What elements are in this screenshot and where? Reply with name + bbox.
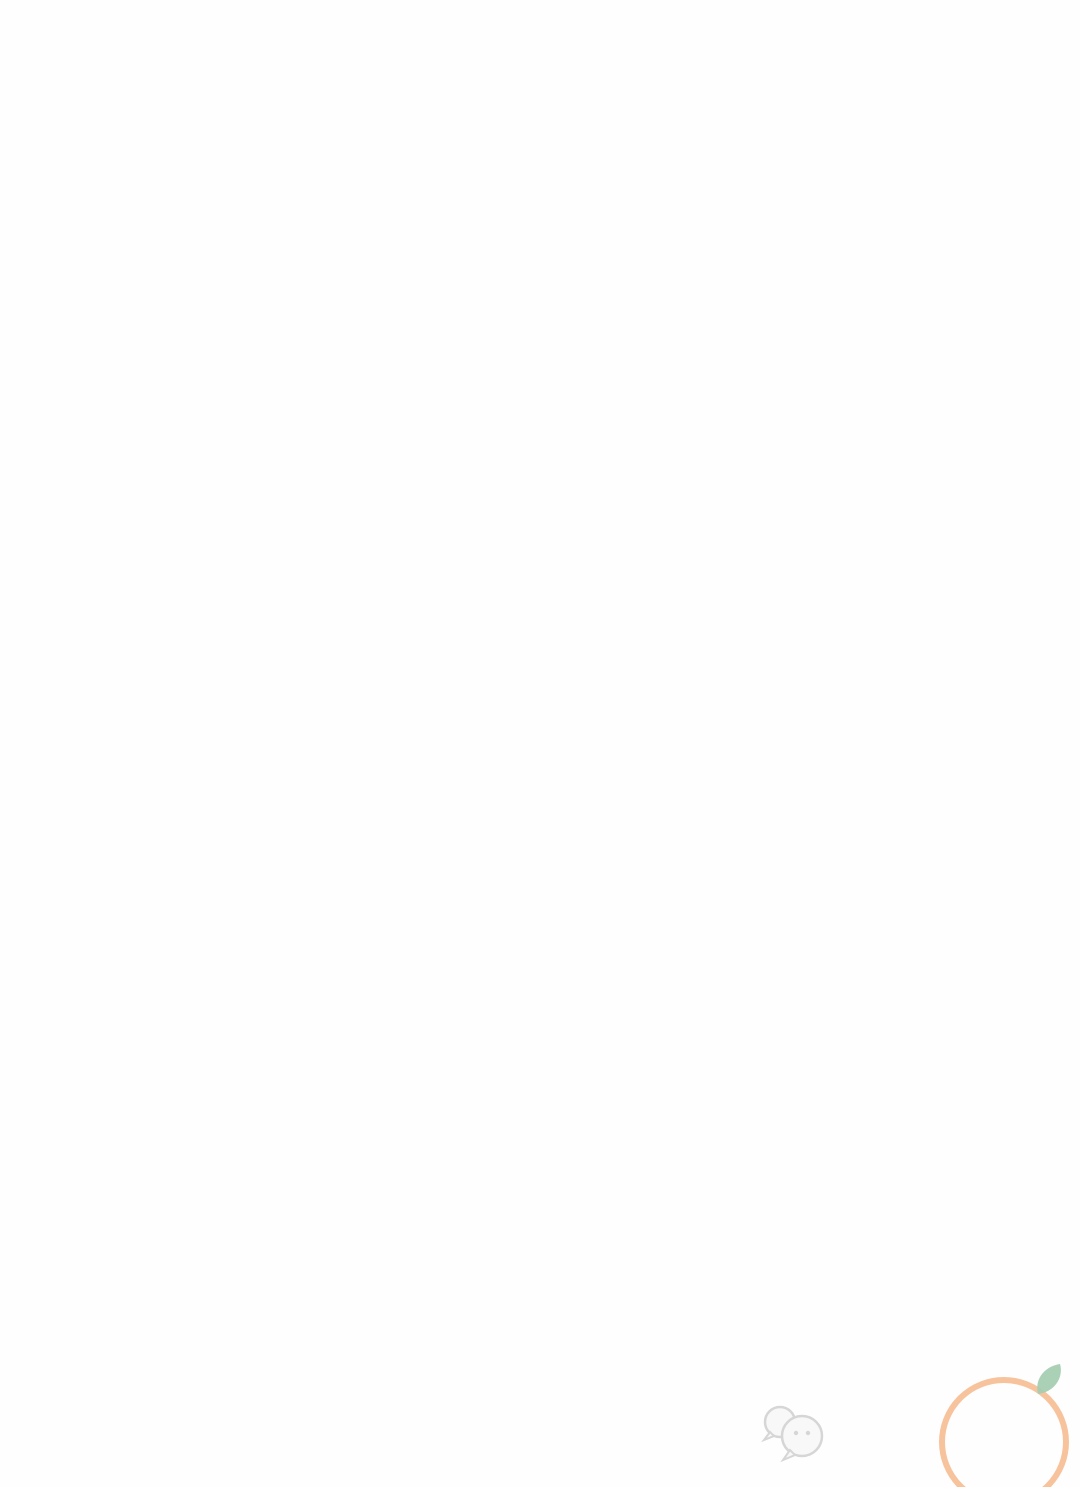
chat-bubbles-icon: [764, 1407, 822, 1460]
watermark-logo: [738, 1360, 1080, 1487]
orange-fruit-icon: [942, 1364, 1066, 1487]
parabola-graph-right: [585, 222, 885, 490]
leaf-icon: [1037, 1364, 1061, 1394]
parabola-graph-left: [163, 226, 463, 490]
geometry-figure: [700, 888, 990, 1108]
